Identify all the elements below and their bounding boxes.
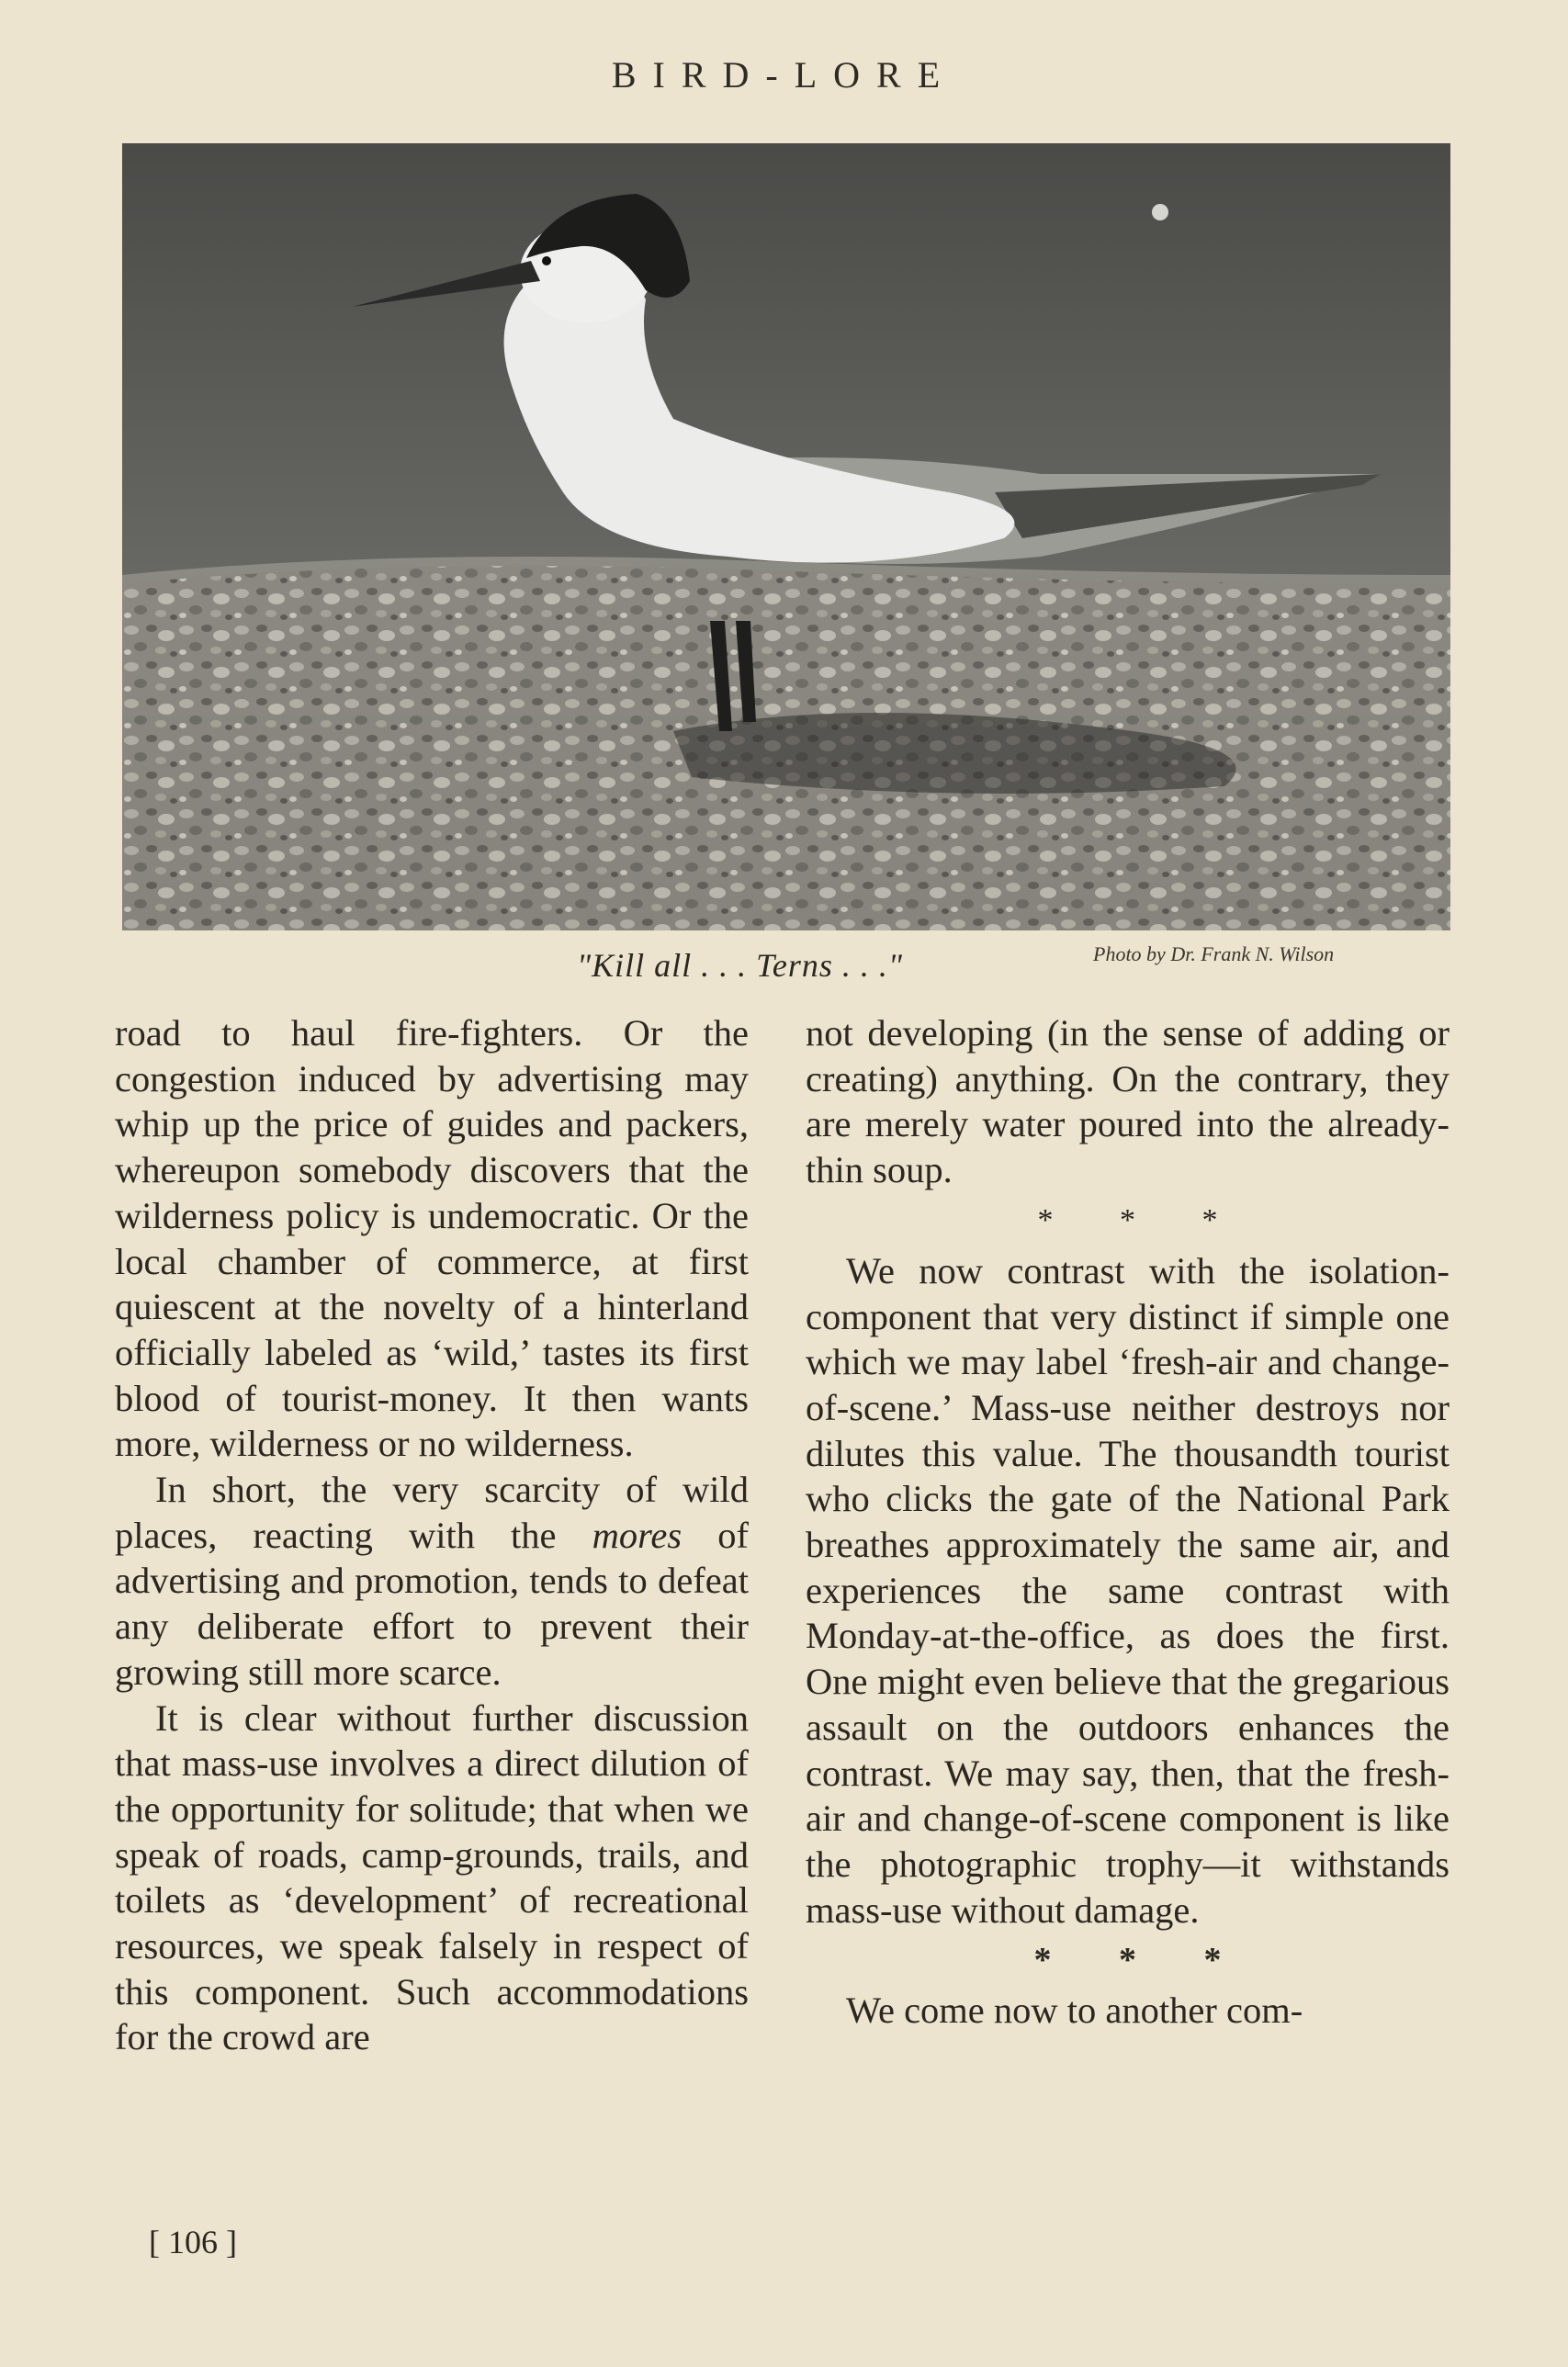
running-header: BIRD-LORE [611, 54, 957, 96]
left-paragraph-2-text-b: of advertising and promotion, tends to defeat any deliberate effort to prevent their growing still more scarce. [115, 1514, 749, 1693]
section-separator-1: * * * [1037, 1202, 1247, 1237]
tern-illustration [122, 143, 1450, 930]
left-column [115, 1010, 749, 2060]
photo-caption: "Kill all . . . Terns . . ." [577, 947, 903, 984]
left-paragraph-2 [115, 1467, 749, 1696]
right-paragraph-2: We now contrast with the isolation-component that very distinct if simple one which we may label ‘fresh-air and change-of-scene.’ Mass-use neither destroys nor dilutes this value. The thousandth tourist who clicks the gate of the National Park breathes approximately the same air, and experiences the same contrast with Monday-at-the-office, as does the first. One might even believe that the gregarious assault on the outdoors enhances the contrast. We may say, then, that the fresh-air and change-of-scene component is like the photographic trophy—it withstands mass-use without damage. [806, 1249, 1450, 1931]
left-paragraph-3: It is clear without further discussion that mass-use involves a direct dilution of the opportunity for solitude; that when we speak of roads, camp-grounds, trails, and toilets as ‘development’ of recreational resources, we speak falsely in respect of this component. Such accommodations for the crowd are [115, 1696, 749, 2058]
mores-italic: mores [592, 1514, 682, 1556]
right-paragraph-1: not developing (in the sense of adding or creating) anything. On the contrary, they are merely water poured into the already-thin soup. [806, 1012, 1450, 1191]
left-paragraph-2-text-a: In short, the very scarcity of wild places, reacting with the [115, 1469, 749, 1556]
photo-credit: Photo by Dr. Frank N. Wilson [1093, 942, 1335, 965]
right-paragraph-3: We come now to another com- [846, 1989, 1303, 2032]
tern-photograph [122, 143, 1450, 930]
page-number: [ 106 ] [149, 2224, 237, 2260]
left-paragraph-1: road to haul fire-fighters. Or the congestion induced by advertising may whip up the price of guides and packers, whereupon somebody discovers that the wilderness policy is undemocratic. Or the local chamber of commerce, at first quiescent at the novelty of a hinterland officially labeled as ‘wild,’ tastes its first blood of tourist-money. It then wants more, wilderness or no wilderness. [115, 1012, 749, 1465]
section-separator-2: * * * [1033, 1941, 1251, 1980]
right-column [806, 1010, 1450, 2034]
